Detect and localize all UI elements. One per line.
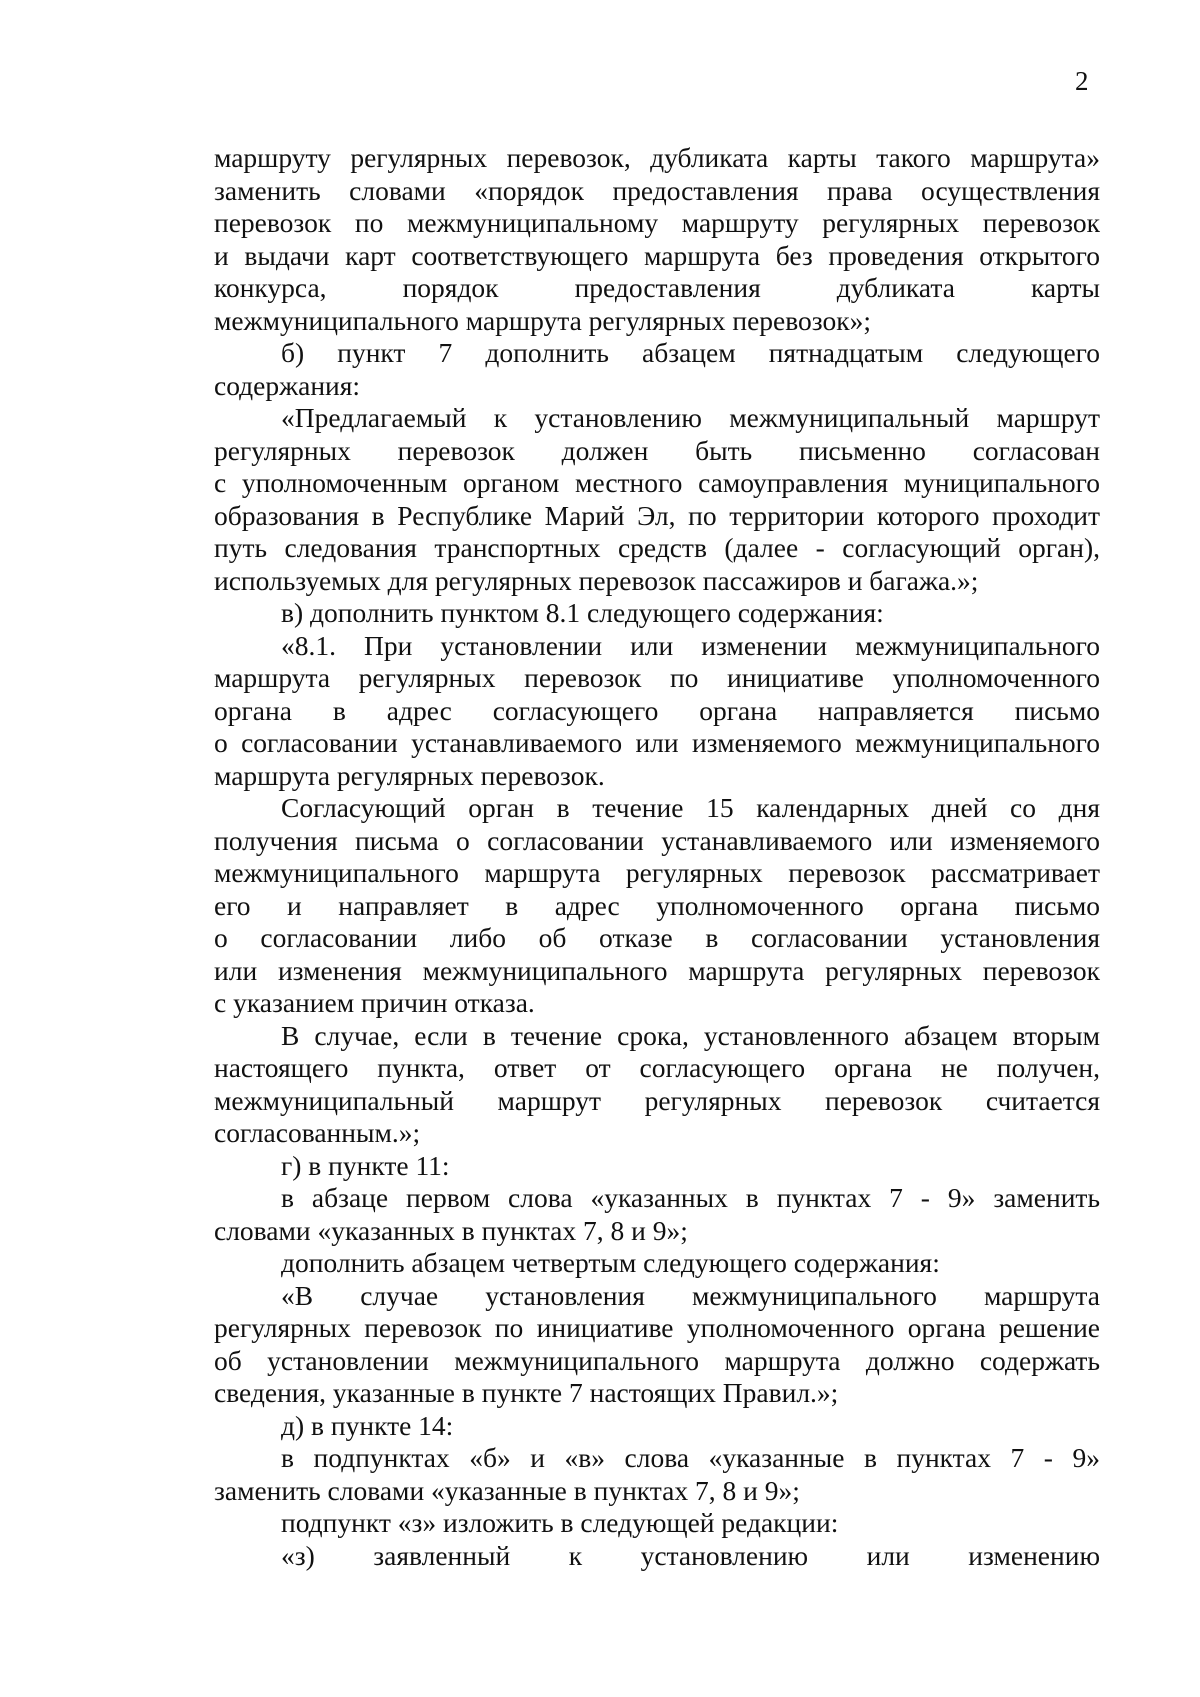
text-line: образования в Республике Марий Эл, по территории которого проходит: [214, 499, 1100, 531]
text-line: заменить словами «порядок предоставления права осуществления: [214, 174, 1100, 206]
text-line: словами «указанных в пунктах 7, 8 и 9»;: [214, 1214, 688, 1246]
text-line: межмуниципального маршрута регулярных перевозок рассматривает: [214, 857, 1100, 888]
text-line: регулярных перевозок должен быть письменно согласован: [214, 434, 1100, 466]
text-line: «В случае установления межмуниципального маршрута: [281, 1279, 1100, 1311]
text-line: и выдачи карт соответствующего маршрута без проведения открытого: [214, 239, 1100, 271]
text-line: В случае, если в течение срока, установленного абзацем вторым: [281, 1019, 1100, 1051]
text-line: путь следования транспортных средств (далее - согласующий орган),: [214, 532, 1100, 563]
text-line: «Предлагаемый к установлению межмуниципальный маршрут: [281, 402, 1100, 433]
text-line: регулярных перевозок по инициативе уполномоченного органа решение: [214, 1312, 1100, 1343]
text-line: или изменения межмуниципального маршрута регулярных перевозок: [214, 954, 1100, 986]
text-line: д) в пункте 14:: [281, 1409, 454, 1441]
text-line: получения письма о согласовании устанавливаемого или изменяемого: [214, 824, 1100, 856]
text-line: «8.1. При установлении или изменении межмуниципального: [281, 629, 1100, 661]
text-line: его и направляет в адрес уполномоченного органа письмо: [214, 889, 1100, 921]
text-line: заменить словами «указанные в пунктах 7, 8 и 9»;: [214, 1474, 800, 1506]
text-line: перевозок по межмуниципальному маршруту регулярных перевозок: [214, 207, 1100, 238]
page-number: 2: [1075, 66, 1089, 96]
text-line: о согласовании либо об отказе в согласовании установления: [214, 922, 1100, 953]
text-line: маршрута регулярных перевозок.: [214, 759, 605, 791]
text-line: об установлении межмуниципального маршрута должно содержать: [214, 1344, 1100, 1376]
text-line: с указанием причин отказа.: [214, 987, 535, 1018]
text-line: б) пункт 7 дополнить абзацем пятнадцатым следующего: [281, 337, 1100, 368]
text-line: о согласовании устанавливаемого или изменяемого межмуниципального: [214, 727, 1100, 758]
text-line: Согласующий орган в течение 15 календарных дней со дня: [281, 792, 1100, 823]
text-line: с уполномоченным органом местного самоуправления муниципального: [214, 467, 1100, 498]
text-line: подпункт «з» изложить в следующей редакции:: [281, 1507, 839, 1538]
text-line: органа в адрес согласующего органа направляется письмо: [214, 694, 1100, 726]
text-line: в) дополнить пунктом 8.1 следующего содержания:: [281, 597, 884, 628]
text-line: содержания:: [214, 369, 361, 401]
text-line: сведения, указанные в пункте 7 настоящих Правил.»;: [214, 1377, 839, 1408]
text-line: межмуниципальный маршрут регулярных перевозок считается: [214, 1084, 1100, 1116]
text-line: согласованным.»;: [214, 1117, 421, 1148]
text-line: дополнить абзацем четвертым следующего содержания:: [281, 1247, 940, 1278]
text-line: «з) заявленный к установлению или изменению: [281, 1539, 1100, 1571]
document-body: [214, 142, 1100, 1572]
text-line: г) в пункте 11:: [281, 1149, 450, 1181]
text-line: конкурса, порядок предоставления дубликата карты: [214, 272, 1100, 303]
text-line: межмуниципального маршрута регулярных перевозок»;: [214, 304, 872, 336]
text-line: маршрута регулярных перевозок по инициативе уполномоченного: [214, 662, 1100, 693]
text-line: в абзаце первом слова «указанных в пунктах 7 - 9» заменить: [281, 1182, 1100, 1213]
text-line: в подпунктах «б» и «в» слова «указанные в пунктах 7 - 9»: [281, 1442, 1100, 1473]
text-line: используемых для регулярных перевозок пассажиров и багажа.»;: [214, 564, 979, 596]
text-line: маршруту регулярных перевозок, дубликата карты такого маршрута»: [214, 142, 1100, 173]
text-line: настоящего пункта, ответ от согласующего органа не получен,: [214, 1052, 1100, 1083]
